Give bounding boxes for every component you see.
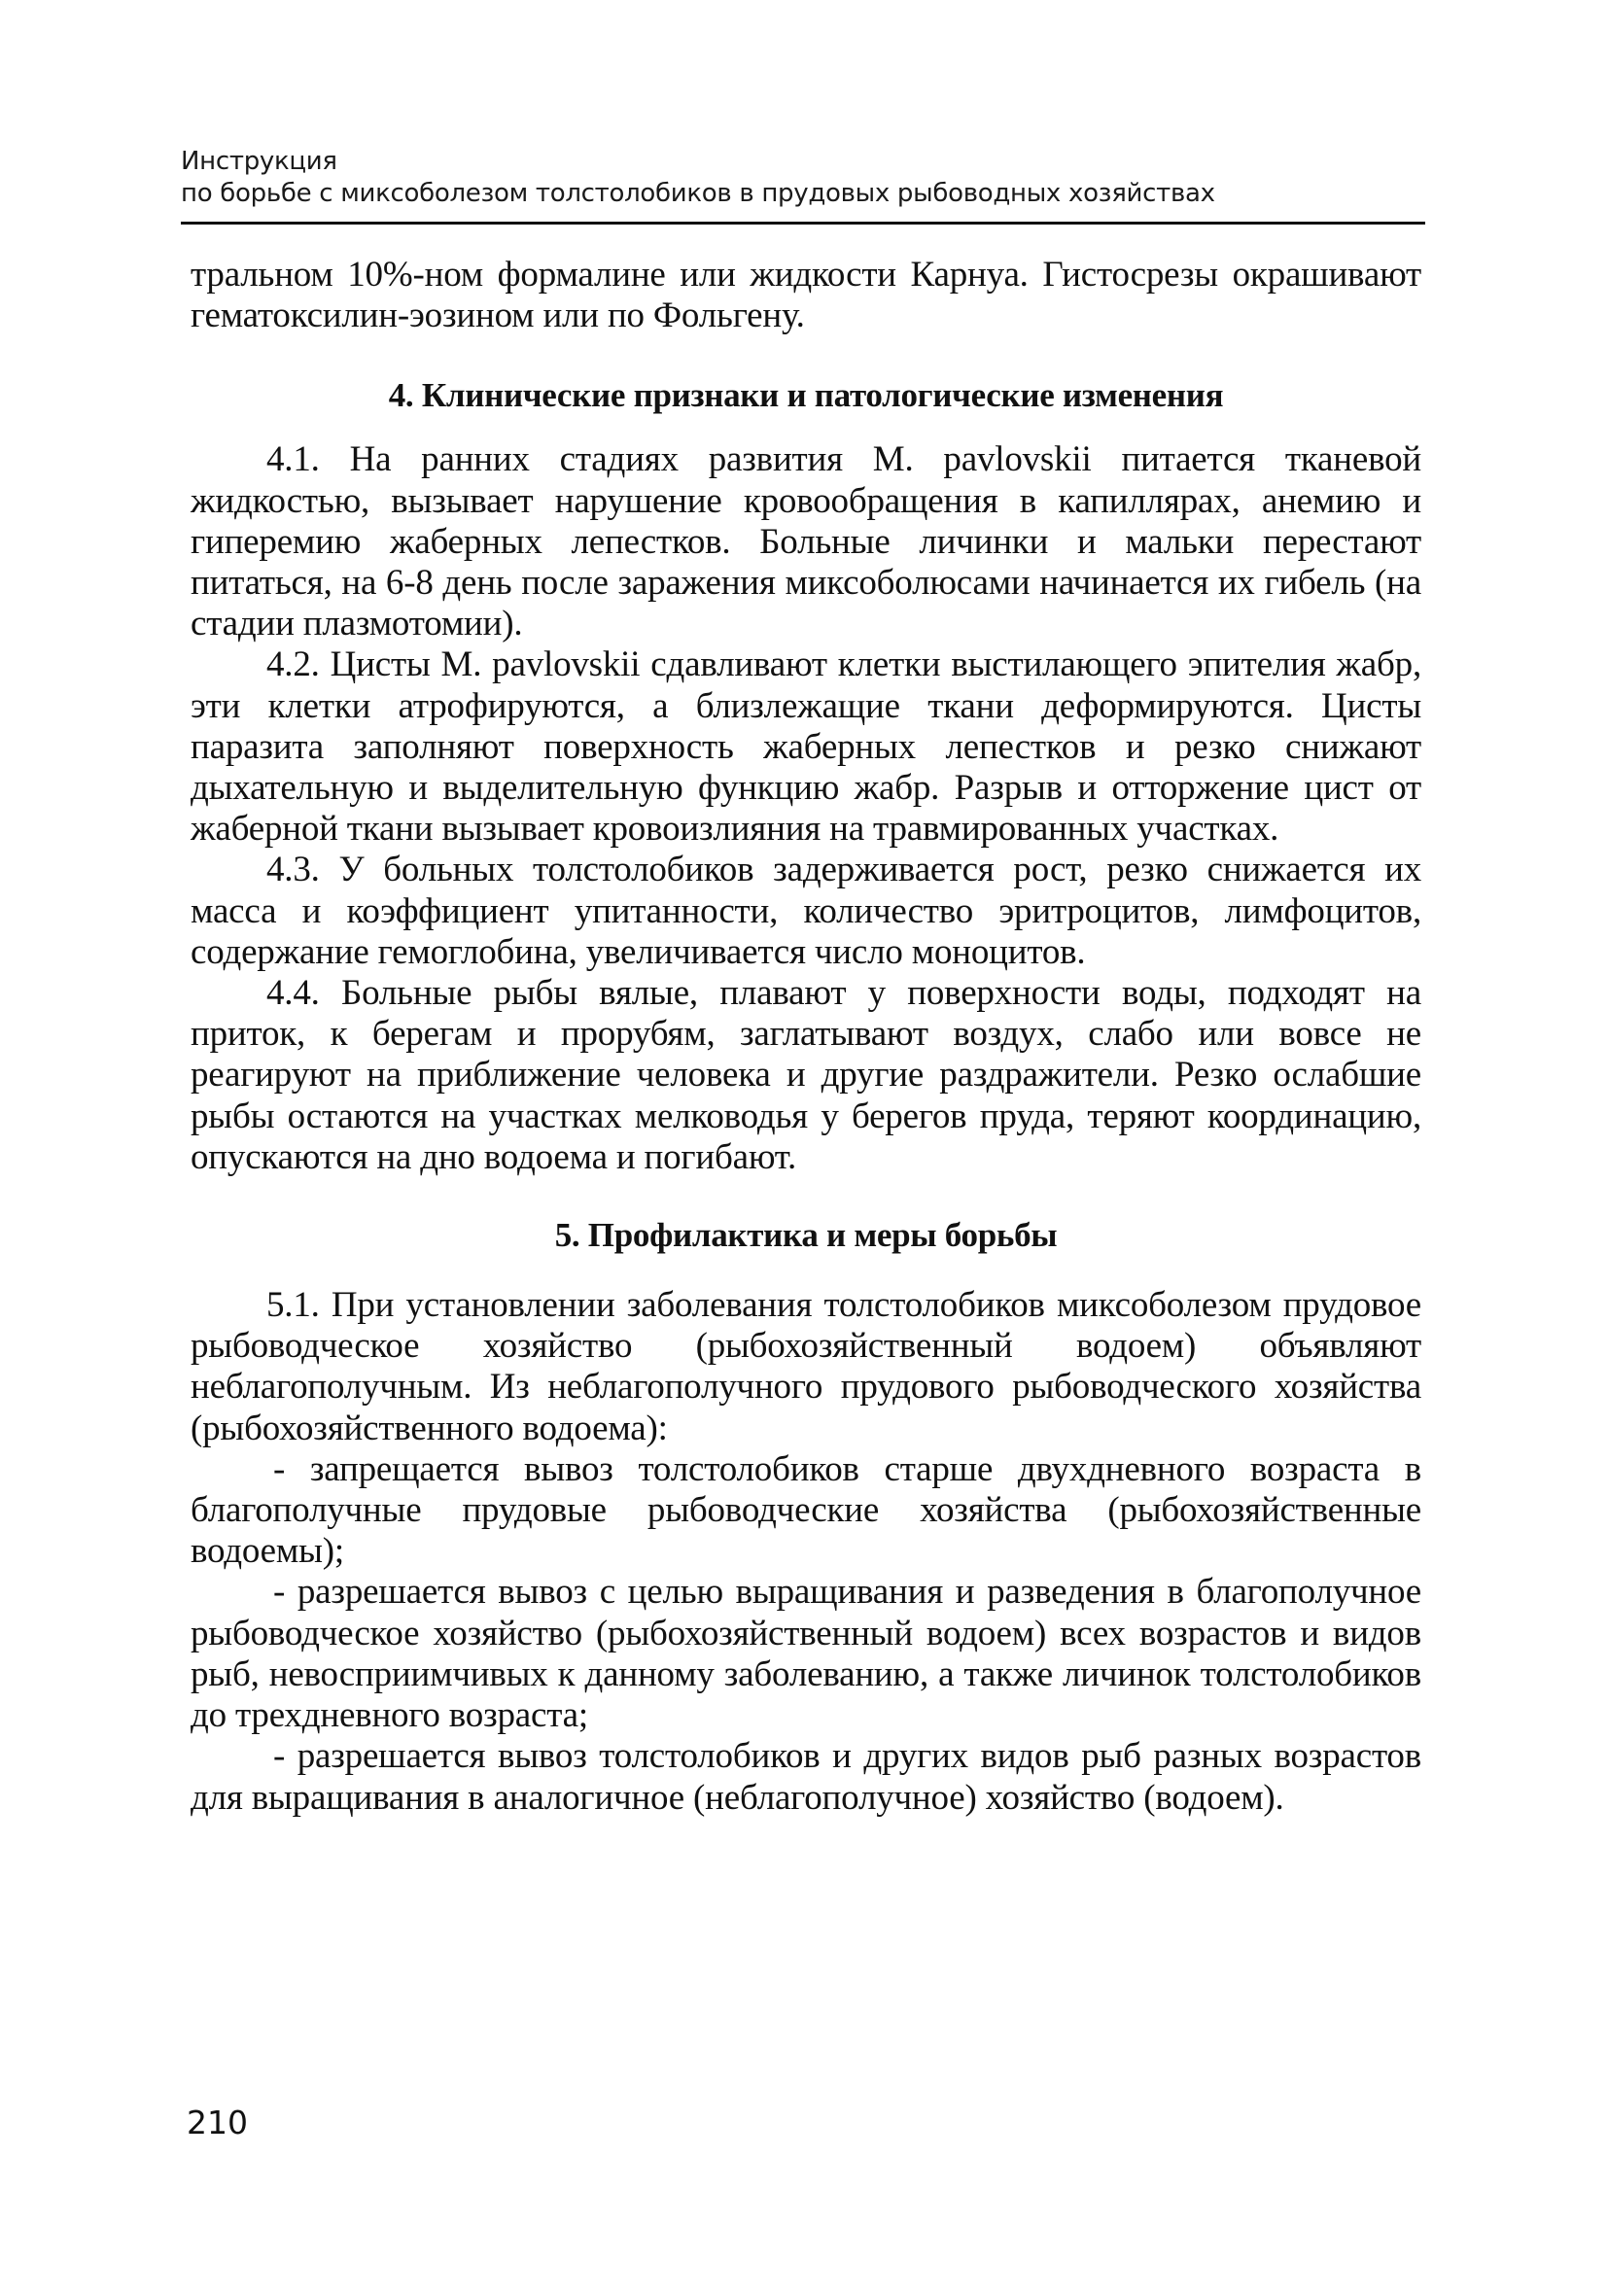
section-4-heading: 4. Клинические признаки и патологические изменения [388,376,1224,415]
page-body [191,255,1421,1819]
paragraph-5-1: 5.1. При установлении заболевания толстолобиков миксоболезом прудовое рыбоводческое хозяйство (рыбохозяйственный водоем) объявляют неблагополучным. Из неблагополучного прудового рыбоводческого хозяйства (рыбохозяйственного водоема): [191,1285,1421,1448]
paragraph-4-3: 4.3. У больных толстолобиков задерживается рост, резко снижается их масса и коэффициент упитанности, количество эритроцитов, лимфоцитов, содержание гемоглобина, увеличивается число моноцитов. [191,850,1421,972]
section-5-heading: 5. Профилактика и меры борьбы [554,1216,1058,1255]
lead-paragraph: тральном 10%-ном формалине или жидкости Карнуа. Гистосрезы окрашивают гематоксилин-эозином или по Фольгену. [191,255,1421,336]
running-header-title: Инструкция [181,147,337,176]
list-item: - разрешается вывоз толстолобиков и других видов рыб разных возрастов для выращивания в аналогичное (неблагополучное) хозяйство (водоем). [191,1736,1421,1818]
running-header [181,146,1425,210]
paragraph-4-1: 4.1. На ранних стадиях развития M. pavlovskii питается тканевой жидкостью, вызывает нарушение кровообращения в капиллярах, анемию и гиперемию жаберных лепестков. Больные личинки и мальки перестают питаться, на 6-8 день после заражения миксоболюсами начинается их гибель (на стадии плазмотомии). [191,439,1421,644]
list-item: - запрещается вывоз толстолобиков старше двухдневного возраста в благополучные прудовые рыбоводческие хозяйства (рыбохозяйственные водоемы); [191,1448,1421,1572]
paragraph-4-4: 4.4. Больные рыбы вялые, плавают у поверхности воды, подходят на приток, к берегам и прорубям, заглатывают воздух, слабо или вовсе не реагируют на приближение человека и другие раздражители. Резко ослабшие рыбы остаются на участках мелководья у берегов пруда, теряют координацию, опускаются на дно водоема и погибают. [191,973,1421,1177]
list-item: - разрешается вывоз с целью выращивания и разведения в благополучное рыбоводческое хозяйство (рыбохозяйственный водоем) всех возрастов и видов рыб, невосприимчивых к данному заболеванию, а также личинок толстолобиков до трехдневного возраста; [191,1572,1421,1736]
page-number: 210 [187,2104,248,2141]
paragraph-4-2: 4.2. Цисты M. pavlovskii сдавливают клетки выстилающего эпителия жабр, эти клетки атрофируются, а близлежащие ткани деформируются. Цисты паразита заполняют поверхность жаберных лепестков и резко снижают дыхательную и выделительную функцию жабр. Разрыв и отторжение цист от жаберной ткани вызывает кровоизлияния на травмированных участках. [191,644,1421,850]
header-rule [181,222,1425,225]
running-header-subtitle: по борьбе с миксоболезом толстолобиков в прудовых рыбоводных хозяйствах [181,179,1215,208]
